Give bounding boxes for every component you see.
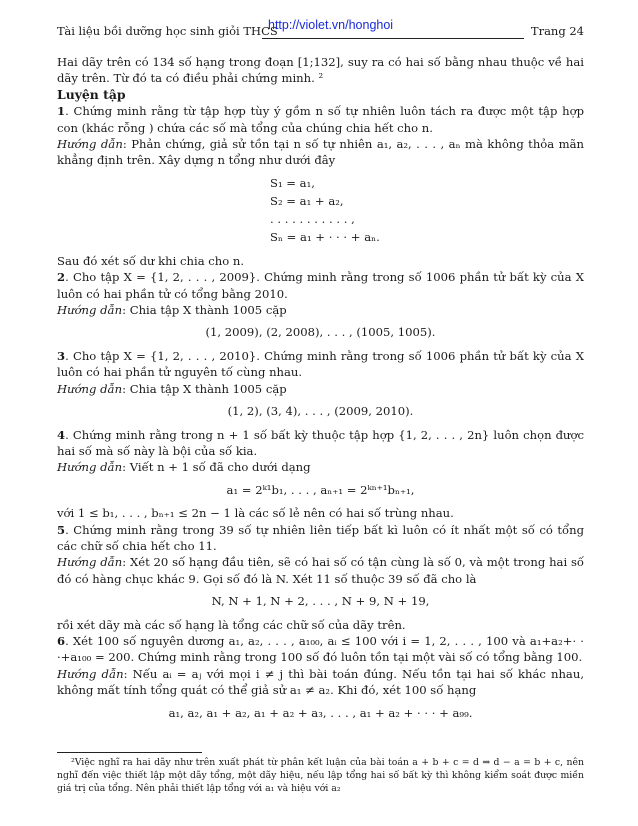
problem-text: . Cho tập X = {1, 2, . . . , 2010}. Chứng minh rằng trong số 1006 phần tử bất kỳ của X luôn có hai phần tử nguyên tố cùng nhau. — [57, 348, 584, 380]
hint-text: : Phản chứng, giả sử tồn tại n số tự nhiên a₁, a₂, . . . , aₙ mà không thỏa mãn khẳng định trên. Xây dựng n tổng như dưới đây — [57, 137, 585, 168]
formula-5: N, N + 1, N + 2, . . . , N + 9, N + 19, — [211, 594, 430, 609]
hint-3 — [57, 381, 584, 397]
formula-3: (1, 2), (3, 4), . . . , (2009, 2010). — [227, 404, 414, 419]
problem-1 — [57, 103, 584, 136]
after-text-1: Sau đó xét số dư khi chia cho n. — [57, 253, 245, 268]
header-url-link[interactable]: http://violet.vn/honghoi — [268, 18, 394, 32]
problem-number: 5 — [57, 522, 66, 537]
equation-sn: Sₙ = a₁ + · · · + aₙ. — [270, 229, 380, 244]
hint-text: : Chia tập X thành 1005 cặp — [122, 381, 287, 396]
hint-text: : Chia tập X thành 1005 cặp — [122, 303, 287, 318]
intro-paragraph: Hai dãy trên có 134 số hạng trong đoạn [1;132], suy ra có hai số bằng nhau thuộc về hai dãy trên. Từ đó ta có điều phải chứng minh. ² — [57, 55, 584, 86]
footnote-rule — [57, 752, 202, 753]
problem-number: 2 — [57, 270, 66, 285]
header-title: Tài liệu bồi dưỡng học sinh giỏi THCS — [57, 24, 278, 38]
hint-label: Hướng dẫn — [57, 666, 124, 681]
after-text-4: với 1 ≤ b₁, . . . , bₙ₊₁ ≤ 2n − 1 là các số lẻ nên có hai số trùng nhau. — [57, 506, 454, 521]
equation-s2: S₂ = a₁ + a₂, — [270, 193, 344, 208]
hint-label: Hướng dẫn — [57, 555, 123, 570]
header-rule — [262, 38, 524, 39]
hint-6 — [57, 666, 584, 699]
problem-text: . Cho tập X = {1, 2, . . . , 2009}. Chứng minh rằng trong số 1006 phần tử bất kỳ của X luôn có hai phần tử có tổng bằng 2010. — [57, 270, 584, 301]
formula-6: a₁, a₂, a₁ + a₂, a₁ + a₂ + a₃, . . . , a₁ + a₂ + · · · + a₉₉. — [168, 705, 473, 720]
problem-text: . Chứng minh rằng từ tập hợp tùy ý gồm n số tự nhiên luôn tách ra được một tập hợp con (khác rỗng ) chứa các số mà tổng của chúng chia hết cho n. — [57, 104, 584, 135]
problem-4 — [57, 427, 584, 460]
hint-label: Hướng dẫn — [57, 460, 123, 475]
sum-equations — [270, 174, 584, 246]
formula-4: a₁ = 2ᵏ¹b₁, . . . , aₙ₊₁ = 2ᵏⁿ⁺¹bₙ₊₁, — [226, 482, 415, 497]
page-header — [57, 18, 584, 42]
hint-4 — [57, 459, 584, 475]
after-text-5: rồi xét dãy mà các số hạng là tổng các chữ số của dãy trên. — [57, 617, 406, 632]
hint-1 — [57, 136, 584, 169]
problem-number: 4 — [57, 427, 66, 442]
hint-text: : Nếu aᵢ = aⱼ với mọi i ≠ j thì bài toán đúng. Nếu tồn tại hai số khác nhau, không mất tính tổng quát có thể giả sử a₁ ≠ a₂. Khi đó, xét 100 số hạng — [57, 666, 584, 698]
hint-label: Hướng dẫn — [57, 381, 123, 396]
problem-text: . Xét 100 số nguyên dương a₁, a₂, . . . , a₁₀₀, aᵢ ≤ 100 với i = 1, 2, . . . , 100 và a₁+a₂+· · ·+a₁₀₀ = 200. Chứng minh rằng trong 100 số đó luôn tồn tại một vài số có tổng bằng 100. — [57, 633, 584, 665]
hint-text: : Xét 20 số hạng đầu tiên, sẽ có hai số có tận cùng là số 0, và một trong hai số đó có hàng chục khác 9. Gọi số đó là N. Xét 11 số thuộc 39 số đã cho là — [57, 555, 584, 586]
page-body — [57, 54, 584, 728]
equation-s1: S₁ = a₁, — [270, 175, 315, 190]
page-number: Trang 24 — [530, 24, 584, 38]
hint-5 — [57, 554, 584, 587]
problem-number: 6 — [57, 633, 66, 648]
footnote — [57, 752, 584, 795]
hint-2 — [57, 302, 584, 318]
formula-2: (1, 2009), (2, 2008), . . . , (1005, 1005). — [205, 325, 436, 340]
problem-6 — [57, 633, 584, 666]
problem-3 — [57, 348, 584, 381]
problem-number: 1 — [57, 104, 66, 119]
section-title: Luyện tập — [57, 86, 126, 102]
problem-text: . Chứng minh rằng trong n + 1 số bất kỳ thuộc tập hợp {1, 2, . . . , 2n} luôn chọn được hai số mà số này là bội của số kia. — [57, 427, 584, 458]
hint-label: Hướng dẫn — [57, 303, 123, 318]
hint-label: Hướng dẫn — [57, 137, 123, 152]
problem-5 — [57, 522, 584, 555]
footnote-text: ²Việc nghĩ ra hai dãy như trên xuất phát từ phân kết luận của bài toán a + b + c = d ⇒ d − a = b + c, nên nghĩ đến việc thiết lập một dãy tổng, một dãy hiệu, nếu lập tổng hai số bất kỳ thì không kiểm soát được miền giá trị của tổng. Nên phải thiết lập tổng với a₁ và hiệu với a₂ — [57, 757, 584, 794]
problem-text: . Chứng minh rằng trong 39 số tự nhiên liên tiếp bất kì luôn có ít nhất một số có tổng các chữ số chia hết cho 11. — [57, 522, 584, 553]
problem-number: 3 — [57, 348, 66, 363]
equation-dots: . . . . . . . . . . . , — [270, 211, 355, 226]
hint-text: : Viết n + 1 số đã cho dưới dạng — [122, 460, 311, 475]
problem-2 — [57, 269, 584, 302]
